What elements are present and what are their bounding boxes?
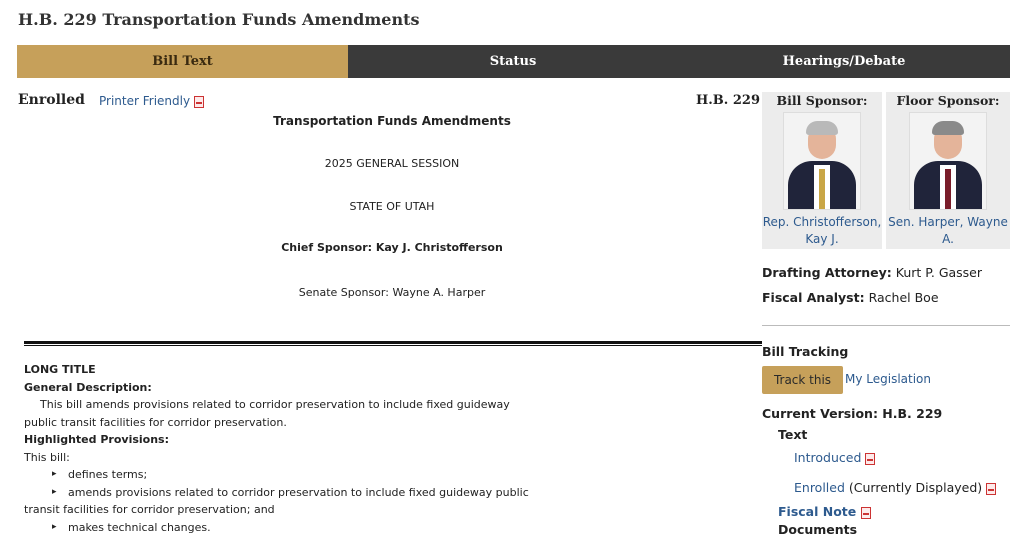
printer-friendly-label[interactable]: Printer Friendly xyxy=(99,94,191,108)
bill-tabs xyxy=(17,45,1010,78)
bill-tracking-heading: Bill Tracking xyxy=(762,344,849,359)
this-bill-line: This bill: xyxy=(24,450,70,464)
track-this-button[interactable]: Track this xyxy=(762,366,843,394)
session-line: 2025 GENERAL SESSION xyxy=(324,157,460,170)
drafting-attorney-value: Kurt P. Gasser xyxy=(895,265,983,280)
provision-item xyxy=(24,466,744,484)
fiscal-analyst-label: Fiscal Analyst: xyxy=(762,290,865,305)
current-version-heading: Current Version: H.B. 229 xyxy=(762,406,943,421)
general-description-line: This bill amends provisions related to corridor preservation to include fixed guideway xyxy=(40,398,510,411)
documents-heading: Documents xyxy=(778,522,858,537)
provision-text: amends provisions related to corridor preservation to include fixed guideway public xyxy=(68,485,529,499)
floor-sponsor-name-link[interactable]: Sen. Harper, Wayne A. xyxy=(888,215,1008,246)
drafting-attorney-label: Drafting Attorney: xyxy=(762,265,892,280)
page-title: H.B. 229 Transportation Funds Amendments xyxy=(18,10,420,29)
provision-text: makes technical changes. xyxy=(68,520,211,534)
highlighted-provisions-heading: Highlighted Provisions: xyxy=(24,433,169,446)
currently-displayed-note: (Currently Displayed) xyxy=(848,480,983,495)
introduced-version-link[interactable] xyxy=(794,450,875,465)
tab-hearings-debate[interactable]: Hearings/Debate xyxy=(678,45,1010,78)
provision-text: defines terms; xyxy=(68,468,148,481)
pdf-icon[interactable] xyxy=(865,453,875,465)
pdf-icon[interactable] xyxy=(194,96,204,108)
pdf-icon[interactable] xyxy=(986,483,996,495)
tab-bill-text[interactable]: Bill Text xyxy=(17,45,348,78)
bill-sponsor-card xyxy=(762,92,882,249)
floor-sponsor-photo[interactable] xyxy=(909,112,987,210)
floor-sponsor-card xyxy=(886,92,1010,249)
tab-status[interactable]: Status xyxy=(348,45,678,78)
bill-number: H.B. 229 xyxy=(696,93,760,108)
long-title-heading: LONG TITLE xyxy=(24,363,96,376)
drafting-attorney xyxy=(762,265,982,280)
pdf-icon[interactable] xyxy=(861,507,871,519)
general-description-line: public transit facilities for corridor preservation. xyxy=(24,415,287,429)
state-line: STATE OF UTAH xyxy=(349,200,435,213)
fiscal-analyst xyxy=(762,290,939,305)
bill-sponsor-photo[interactable] xyxy=(783,112,861,210)
senate-sponsor-line: Senate Sponsor: Wayne A. Harper xyxy=(298,286,486,299)
enrolled-version-link[interactable] xyxy=(794,480,996,495)
version-label: Enrolled xyxy=(18,92,85,108)
fiscal-note-link[interactable] xyxy=(778,504,871,519)
text-heading: Text xyxy=(778,427,808,442)
my-legislation-link[interactable]: My Legislation xyxy=(845,372,932,386)
double-rule-divider xyxy=(24,341,762,346)
introduced-label[interactable]: Introduced xyxy=(794,450,862,465)
chief-sponsor-line: Chief Sponsor: Kay J. Christofferson xyxy=(281,241,503,254)
provision-item xyxy=(24,484,744,502)
bill-sponsor-name-link[interactable]: Rep. Christofferson, Kay J. xyxy=(762,215,882,246)
bill-body xyxy=(24,361,744,536)
bill-sponsor-heading: Bill Sponsor: xyxy=(776,93,868,108)
enrolled-label[interactable]: Enrolled xyxy=(794,480,845,495)
sidebar-divider xyxy=(762,325,1010,326)
provision-continuation: transit facilities for corridor preservation; and xyxy=(24,503,275,516)
printer-friendly-link[interactable] xyxy=(99,94,204,108)
fiscal-analyst-value: Rachel Boe xyxy=(868,290,939,305)
general-description-heading: General Description: xyxy=(24,380,152,394)
bill-title: Transportation Funds Amendments xyxy=(273,114,511,128)
provision-item xyxy=(24,519,744,537)
fiscal-note-label[interactable]: Fiscal Note xyxy=(778,504,857,519)
floor-sponsor-heading: Floor Sponsor: xyxy=(896,93,1000,108)
